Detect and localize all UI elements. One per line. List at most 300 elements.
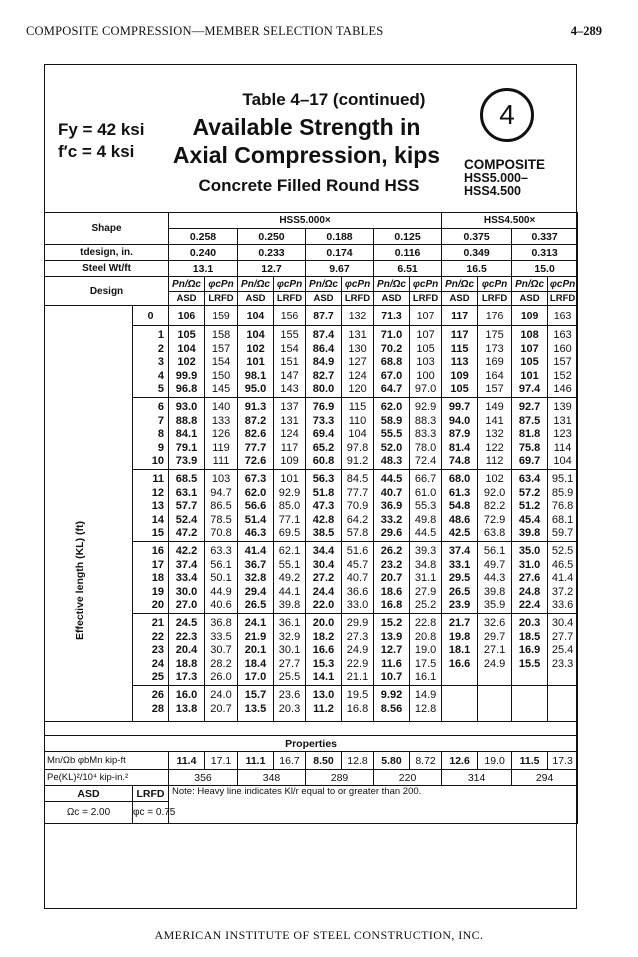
strength-value: 157 <box>211 342 231 355</box>
strength-value: 146 <box>553 383 572 395</box>
strength-value: 156 <box>274 306 306 326</box>
strength-value: 16.9 <box>518 644 541 656</box>
strength-value: 38.5 <box>312 527 335 539</box>
asd-strength-header: Pn/Ωc <box>169 277 205 292</box>
group-hss4-5: HSS4.500× <box>442 213 578 229</box>
strength-value: 29.5 <box>448 572 471 584</box>
strength-value: 104 <box>553 455 572 467</box>
strength-value: 107 <box>416 329 435 341</box>
asd-label: ASD <box>374 292 410 306</box>
strength-value: 33.0 <box>346 599 369 611</box>
composite-heading: COMPOSITE <box>464 157 546 172</box>
strength-value: 14.1 <box>312 671 335 683</box>
strength-value: 37.2 <box>551 585 574 598</box>
strength-value: 15.2 <box>380 617 403 629</box>
strength-value: 47.3 <box>312 500 335 512</box>
filler-row <box>45 722 578 736</box>
kl-value: 12 <box>151 486 165 499</box>
strength-column <box>342 326 374 398</box>
strength-value: 109 <box>450 369 469 382</box>
strength-value: 18.2 <box>312 630 335 643</box>
strength-value: 99.9 <box>175 369 198 382</box>
strength-value: 21.9 <box>244 630 267 643</box>
strength-value: 24.0 <box>210 689 232 701</box>
strength-value: 16.1 <box>414 671 437 683</box>
strength-value: 15.3 <box>312 657 335 670</box>
strength-value: 52.4 <box>175 513 198 526</box>
strength-column <box>478 542 512 614</box>
strength-value: 147 <box>280 369 299 382</box>
strength-value: 44.5 <box>380 473 403 485</box>
strength-column <box>442 326 478 398</box>
heavy-line-note: Note: Heavy line indicates Kl/r equal to or greater than 200. <box>169 786 578 824</box>
strength-value: 29.9 <box>346 617 369 629</box>
strength-value: 20.0 <box>312 617 335 629</box>
strength-value: 95.1 <box>551 473 574 485</box>
strength-column <box>374 686 410 722</box>
lrfd-strength-header: φcPn <box>410 277 442 292</box>
strength-column <box>274 470 306 542</box>
strength-column <box>205 470 238 542</box>
strength-value: 65.2 <box>312 441 335 454</box>
strength-value: 67.3 <box>244 473 267 485</box>
strength-value: 44.9 <box>210 585 232 598</box>
strength-value: 87.7 <box>306 306 342 326</box>
strength-value: 68.5 <box>175 473 198 485</box>
strength-value: 87.4 <box>312 329 335 341</box>
strength-value: 84.5 <box>346 473 369 485</box>
strength-column <box>548 398 578 470</box>
kl-value: 16 <box>151 545 165 557</box>
strength-value: 20.1 <box>244 644 267 656</box>
strength-column <box>205 326 238 398</box>
strength-value: 36.6 <box>346 585 369 598</box>
strength-value: 22.0 <box>312 599 335 611</box>
lrfd-strength-header: φcPn <box>342 277 374 292</box>
strength-value: 25.4 <box>551 644 574 656</box>
strength-column <box>442 614 478 686</box>
strength-column <box>478 326 512 398</box>
strength-value: 26.5 <box>448 585 471 598</box>
strength-value: 72.4 <box>414 455 437 467</box>
strength-value: 110 <box>348 414 367 427</box>
strength-column <box>274 542 306 614</box>
strength-value: 113 <box>450 356 469 368</box>
strength-value: 69.5 <box>278 527 301 539</box>
strength-column <box>478 614 512 686</box>
strength-value: 36.7 <box>244 558 267 571</box>
strength-value: 40.6 <box>210 599 232 611</box>
asd-label: ASD <box>512 292 548 306</box>
strength-value: 23.3 <box>551 657 574 670</box>
moment-value: 8.72 <box>410 752 442 770</box>
strength-value: 14.9 <box>414 689 437 701</box>
strength-column <box>306 326 342 398</box>
strength-column <box>512 470 548 542</box>
strength-value: 27.7 <box>278 657 301 670</box>
strength-column <box>306 614 342 686</box>
thickness-cell: 0.375 <box>442 229 512 245</box>
tdesign-row <box>45 245 578 261</box>
strength-value: 140 <box>211 401 231 413</box>
strength-column <box>442 470 478 542</box>
strength-value: 71.3 <box>374 306 410 326</box>
strength-value: 81.8 <box>518 428 541 440</box>
asd-strength-header: Pn/Ωc <box>306 277 342 292</box>
strength-value: 131 <box>553 414 572 427</box>
strength-value <box>442 703 477 717</box>
strength-value: 74.8 <box>448 455 471 467</box>
lrfd-label: LRFD <box>274 292 306 306</box>
strength-value: 122 <box>485 441 504 454</box>
strength-value: 92.9 <box>278 486 301 499</box>
strength-value: 105 <box>416 342 435 355</box>
yield-strength: Fy = 42 ksi <box>58 120 145 139</box>
strength-value: 150 <box>211 369 231 382</box>
strength-value: 16.8 <box>380 599 403 611</box>
strength-value: 66.7 <box>414 473 437 485</box>
strength-value: 57.8 <box>346 527 369 539</box>
strength-value: 13.9 <box>380 630 403 643</box>
strength-value: 158 <box>211 329 231 341</box>
strength-value: 151 <box>280 356 299 368</box>
kl-value: 1 <box>157 329 165 341</box>
strength-value: 49.2 <box>278 572 301 584</box>
strength-value: 137 <box>280 401 299 413</box>
kl-value: 20 <box>151 599 165 611</box>
strength-value: 29.7 <box>483 630 506 643</box>
strength-value: 132 <box>342 306 374 326</box>
strength-column <box>306 542 342 614</box>
strength-value: 160 <box>553 342 572 355</box>
strength-value: 61.3 <box>448 486 471 499</box>
strength-column <box>442 542 478 614</box>
moment-value: 17.1 <box>205 752 238 770</box>
strength-value: 94.7 <box>210 486 232 499</box>
strength-value: 108 <box>520 329 539 341</box>
kl-values <box>133 470 169 542</box>
strength-value: 176 <box>478 306 512 326</box>
strength-value: 27.2 <box>312 572 335 584</box>
strength-column <box>374 326 410 398</box>
moment-value: 11.1 <box>238 752 274 770</box>
strength-value: 37.4 <box>448 545 471 557</box>
strength-value: 62.0 <box>380 401 403 413</box>
page-header-title: COMPOSITE COMPRESSION—MEMBER SELECTION TABLES <box>26 24 384 38</box>
strength-value <box>512 689 547 703</box>
strength-value: 104 <box>238 306 274 326</box>
elastic-value: 289 <box>306 770 374 786</box>
strength-value: 11.6 <box>381 657 402 670</box>
strength-value: 93.0 <box>175 401 198 413</box>
strength-value: 104 <box>348 428 367 440</box>
strength-value: 175 <box>485 329 504 341</box>
kl-value: 14 <box>151 513 165 526</box>
strength-value: 101 <box>246 356 265 368</box>
lrfd-label: LRFD <box>548 292 578 306</box>
strength-column <box>342 614 374 686</box>
strength-value: 163 <box>548 306 578 326</box>
thickness-cell: 0.258 <box>169 229 238 245</box>
strength-value: 19.0 <box>414 644 437 656</box>
strength-value: 18.8 <box>175 657 198 670</box>
strength-value: 39.8 <box>518 527 541 539</box>
strength-value: 69.4 <box>312 428 335 440</box>
elastic-row <box>45 770 578 786</box>
strength-value: 132 <box>485 428 504 440</box>
strength-value: 12.8 <box>414 702 437 715</box>
strength-value: 68.0 <box>448 473 471 485</box>
tdesign-cell: 0.174 <box>306 245 374 261</box>
strength-value: 17.5 <box>414 657 437 670</box>
strength-value: 145 <box>211 383 231 395</box>
strength-value: 34.4 <box>312 545 335 557</box>
strength-value: 37.4 <box>175 558 198 571</box>
strength-value: 169 <box>485 356 504 368</box>
asd-label: ASD <box>238 292 274 306</box>
strength-value: 141 <box>485 414 504 427</box>
strength-column <box>410 542 442 614</box>
strength-value: 85.9 <box>551 486 574 499</box>
strength-value: 105 <box>450 383 469 395</box>
strength-column <box>205 686 238 722</box>
strength-value: 67.0 <box>380 369 403 382</box>
strength-value: 24.1 <box>244 617 267 629</box>
strength-value <box>548 671 577 685</box>
phi-factor: φc = 0.75 <box>133 802 169 824</box>
strength-column <box>548 542 578 614</box>
strength-value: 96.8 <box>175 383 198 395</box>
strength-value: 9.92 <box>380 689 403 701</box>
strength-value: 87.2 <box>244 414 267 427</box>
asd-strength-header: Pn/Ωc <box>238 277 274 292</box>
strength-value <box>548 689 577 703</box>
strength-value: 95.0 <box>244 383 267 395</box>
strength-value: 81.4 <box>448 441 471 454</box>
strength-value: 78.0 <box>414 441 437 454</box>
strength-column <box>342 542 374 614</box>
strength-column <box>478 686 512 722</box>
strength-value: 19.8 <box>448 630 471 643</box>
strength-value: 101 <box>280 473 299 485</box>
strength-value: 44.5 <box>414 527 437 539</box>
strength-value: 52.0 <box>380 441 403 454</box>
strength-value: 102 <box>485 473 504 485</box>
strength-column <box>169 614 205 686</box>
strength-value: 72.9 <box>483 513 506 526</box>
kl-value: 19 <box>151 585 165 598</box>
strength-value: 20.7 <box>210 702 232 715</box>
strength-column <box>274 614 306 686</box>
kl-value: 17 <box>151 558 165 571</box>
strength-value: 86.5 <box>210 500 232 512</box>
strength-value: 12.7 <box>380 644 403 656</box>
strength-value: 24.5 <box>175 617 198 629</box>
strength-value: 25.2 <box>414 599 437 611</box>
strength-value: 48.6 <box>448 513 471 526</box>
strength-value: 20.7 <box>380 572 403 584</box>
strength-value: 63.1 <box>175 486 198 499</box>
tdesign-cell: 0.240 <box>169 245 238 261</box>
title-subtitle: Concrete Filled Round HSS <box>198 176 420 195</box>
strength-value: 32.6 <box>483 617 506 629</box>
strength-value: 18.5 <box>518 630 541 643</box>
strength-column <box>342 470 374 542</box>
kl-values <box>133 326 169 398</box>
kl-value: 2 <box>157 342 165 355</box>
strength-value: 22.4 <box>518 599 541 611</box>
kl-value: 24 <box>151 657 165 670</box>
strength-value: 35.9 <box>483 599 506 611</box>
weight-cell: 12.7 <box>238 261 306 277</box>
strength-value: 157 <box>485 383 504 395</box>
strength-value: 27.0 <box>175 599 198 611</box>
strength-value: 56.3 <box>312 473 335 485</box>
strength-value: 92.9 <box>414 401 437 413</box>
strength-value: 82.6 <box>244 428 267 440</box>
strength-value: 77.7 <box>346 486 369 499</box>
kl-cell: 0 <box>133 306 169 326</box>
strength-value: 104 <box>177 342 196 355</box>
weight-cell: 16.5 <box>442 261 512 277</box>
strength-value: 59.7 <box>551 527 574 539</box>
weight-label: Steel Wt/ft <box>45 261 169 277</box>
strength-value: 54.8 <box>448 500 471 512</box>
strength-value: 70.2 <box>380 342 403 355</box>
strength-value: 97.0 <box>414 383 437 395</box>
strength-value: 33.4 <box>175 572 198 584</box>
strength-value: 124 <box>280 428 299 440</box>
kl-values <box>133 686 169 722</box>
strength-value: 120 <box>348 383 367 395</box>
strength-column <box>342 686 374 722</box>
strength-value: 42.5 <box>448 527 471 539</box>
strength-value: 87.5 <box>518 414 541 427</box>
strength-value: 109 <box>280 455 299 467</box>
kl-value: 15 <box>151 527 165 539</box>
strength-value: 152 <box>553 369 572 382</box>
omega-factor: Ωc = 2.00 <box>45 802 133 824</box>
table-heading <box>44 64 577 212</box>
strength-value: 77.1 <box>278 513 301 526</box>
strength-value: 15.5 <box>518 657 541 670</box>
kl-value: 22 <box>151 630 165 643</box>
moment-value: 19.0 <box>478 752 512 770</box>
strength-value: 56.6 <box>244 500 267 512</box>
strength-column <box>442 686 478 722</box>
strength-value: 124 <box>348 369 367 382</box>
strength-column <box>410 686 442 722</box>
strength-value: 23.2 <box>380 558 403 571</box>
strength-value: 102 <box>177 356 196 368</box>
strength-column <box>374 398 410 470</box>
strength-value: 47.2 <box>175 527 198 539</box>
strength-value: 130 <box>348 342 367 355</box>
strength-column <box>342 398 374 470</box>
strength-value <box>548 703 577 717</box>
strength-value: 30.0 <box>175 585 198 598</box>
strength-value: 22.9 <box>346 657 369 670</box>
strength-value <box>512 703 547 717</box>
lrfd-label: LRFD <box>478 292 512 306</box>
strength-value: 16.8 <box>346 702 369 715</box>
strength-value: 40.7 <box>346 572 369 584</box>
properties-heading-row <box>45 736 578 752</box>
strength-value: 17.3 <box>175 671 198 683</box>
strength-value: 24.4 <box>312 585 335 598</box>
strength-value: 44.3 <box>483 572 506 584</box>
strength-column <box>205 542 238 614</box>
strength-value: 36.8 <box>210 617 232 629</box>
strength-value: 20.4 <box>175 644 198 656</box>
strength-value <box>478 689 511 703</box>
strength-column <box>306 686 342 722</box>
strength-column <box>512 542 548 614</box>
hss-size-range: HSS5.000– HSS4.500 <box>464 170 528 198</box>
strength-value: 117 <box>442 306 478 326</box>
strength-value: 149 <box>485 401 504 413</box>
elastic-value: 220 <box>374 770 442 786</box>
strength-value: 85.0 <box>278 500 301 512</box>
strength-value: 131 <box>280 414 299 427</box>
strength-value: 57.7 <box>175 500 198 512</box>
strength-value: 51.6 <box>346 545 369 557</box>
strength-value: 27.7 <box>551 630 574 643</box>
title-line-1: Available Strength in <box>192 114 421 140</box>
kl-value: 13 <box>151 500 165 512</box>
lrfd-label: LRFD <box>410 292 442 306</box>
strength-value: 154 <box>211 356 231 368</box>
lrfd-strength-header: φcPn <box>548 277 578 292</box>
strength-value: 155 <box>280 329 299 341</box>
strength-value <box>512 671 547 685</box>
strength-value: 17.0 <box>244 671 267 683</box>
strength-value: 29.4 <box>244 585 267 598</box>
strength-value: 18.4 <box>244 657 267 670</box>
strength-column <box>169 686 205 722</box>
strength-value: 164 <box>485 369 504 382</box>
strength-value: 126 <box>211 428 231 440</box>
strength-value: 34.8 <box>414 558 437 571</box>
strength-value: 92.7 <box>518 401 541 413</box>
strength-value: 68.8 <box>380 356 403 368</box>
strength-value: 36.1 <box>278 617 301 629</box>
axis-label: Effective length (KL) (ft) <box>74 521 86 640</box>
strength-value: 84.1 <box>175 428 198 440</box>
kl-value: 6 <box>157 401 165 413</box>
strength-value: 35.0 <box>518 545 541 557</box>
strength-column <box>306 470 342 542</box>
strength-value: 79.1 <box>175 441 198 454</box>
strength-value: 60.8 <box>312 455 335 467</box>
strength-value: 21.7 <box>448 617 471 629</box>
strength-value: 77.7 <box>244 441 267 454</box>
strength-value: 62.1 <box>278 545 301 557</box>
moment-value: 11.4 <box>169 752 205 770</box>
strength-column <box>512 686 548 722</box>
design-label: Design <box>45 277 169 306</box>
strength-value: 103 <box>416 356 435 368</box>
strength-column <box>478 470 512 542</box>
strength-column <box>169 542 205 614</box>
elastic-value: 294 <box>512 770 578 786</box>
strength-value: 18.6 <box>380 585 403 598</box>
strength-value: 102 <box>246 342 265 355</box>
strength-value: 21.1 <box>346 671 369 683</box>
material-properties <box>58 119 144 163</box>
strength-value: 173 <box>485 342 504 355</box>
strength-column <box>274 686 306 722</box>
